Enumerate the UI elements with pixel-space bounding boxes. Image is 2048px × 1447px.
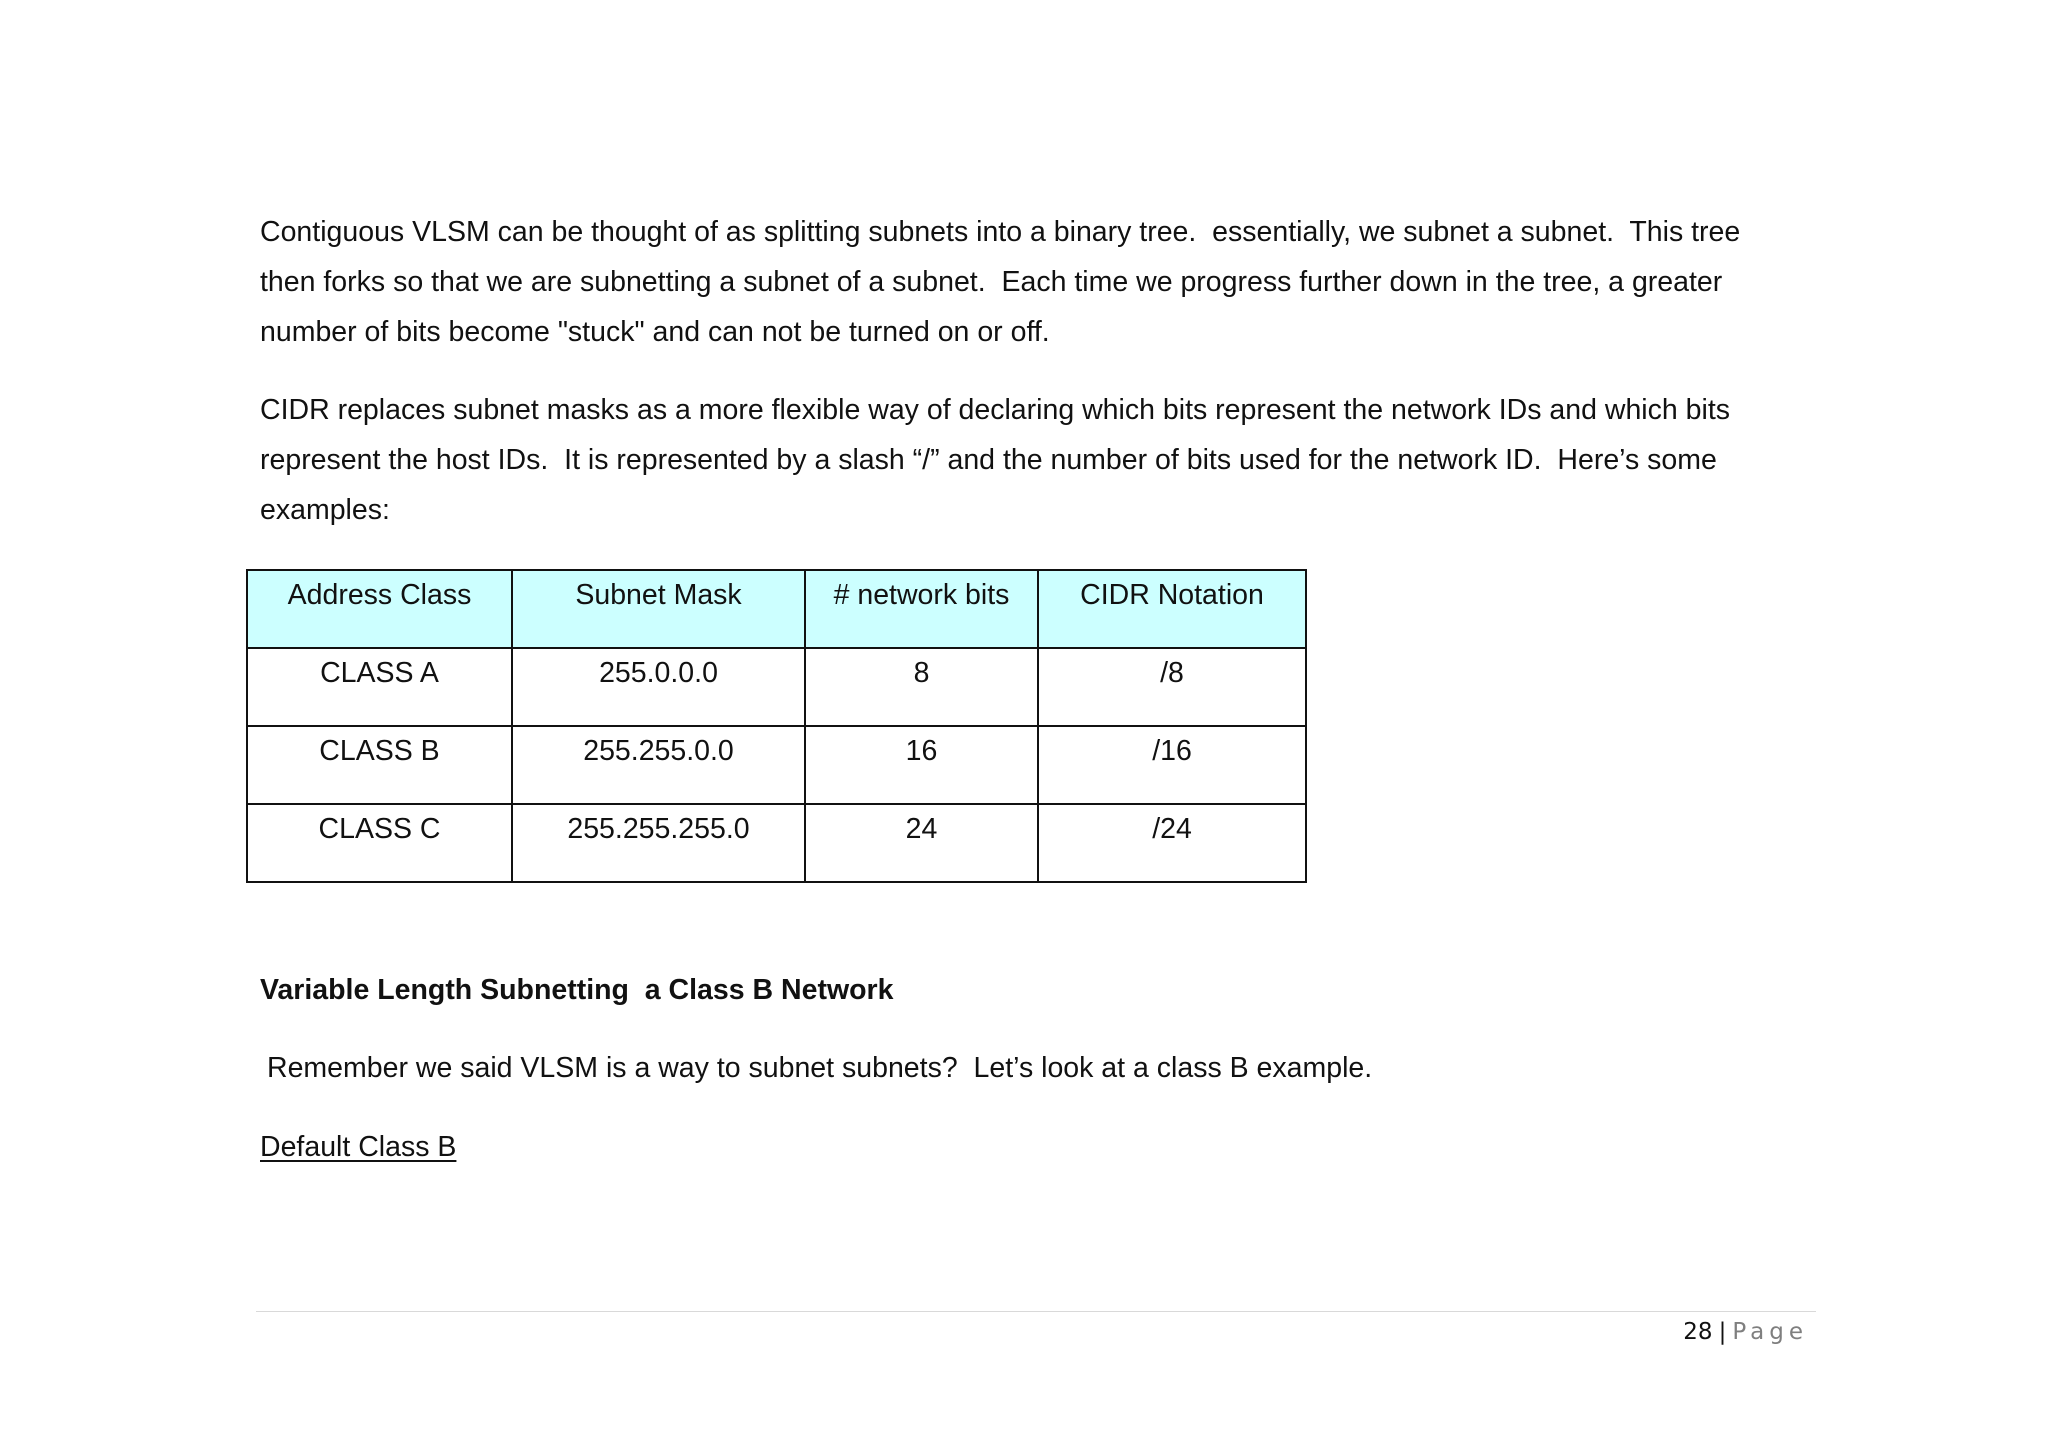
table-cell: 16 [805,726,1038,804]
table-cell: 255.0.0.0 [512,648,805,726]
table-cell: /8 [1038,648,1306,726]
subheading-default-class-b: Default Class B [260,1131,457,1163]
table-row [247,726,1306,804]
footer-separator: | [1718,1319,1727,1345]
header-address-class: Address Class [247,570,512,648]
header-network-bits: # network bits [805,570,1038,648]
header-cidr-notation: CIDR Notation [1038,570,1306,648]
table-cell: CLASS A [247,648,512,726]
table-cell: CLASS C [247,804,512,882]
table-cell: /16 [1038,726,1306,804]
paragraph-cidr: CIDR replaces subnet masks as a more flexible way of declaring which bits represent the network IDs and which bits represent the host IDs. It is represented by a slash “/” and the number of bits used for the network ID. Here’s some examples: [260,394,1738,526]
table-cell: 255.255.0.0 [512,726,805,804]
section-heading: Variable Length Subnetting a Class B Network [260,974,894,1006]
table-cell: 24 [805,804,1038,882]
cidr-table [246,569,1307,883]
table-row [247,648,1306,726]
table-cell: 255.255.255.0 [512,804,805,882]
header-subnet-mask: Subnet Mask [512,570,805,648]
footer-divider [256,1311,1816,1312]
table-cell: /24 [1038,804,1306,882]
table-header-row [247,570,1306,648]
table-cell: CLASS B [247,726,512,804]
page-footer [1683,1315,1808,1349]
table-cell: 8 [805,648,1038,726]
page-label: Page [1732,1319,1808,1345]
intro-text: Remember we said VLSM is a way to subnet subnets? Let’s look at a class B example. [267,1052,1373,1084]
table-row [247,804,1306,882]
page-number: 28 [1683,1319,1713,1345]
paragraph-vlsm: Contiguous VLSM can be thought of as splitting subnets into a binary tree. essentially, we subnet a subnet. This tree then forks so that we are subnetting a subnet of a subnet. Each time we progress further down in the tree, a greater number of bits become "stuck" and can not be turned on or off. [260,216,1749,348]
